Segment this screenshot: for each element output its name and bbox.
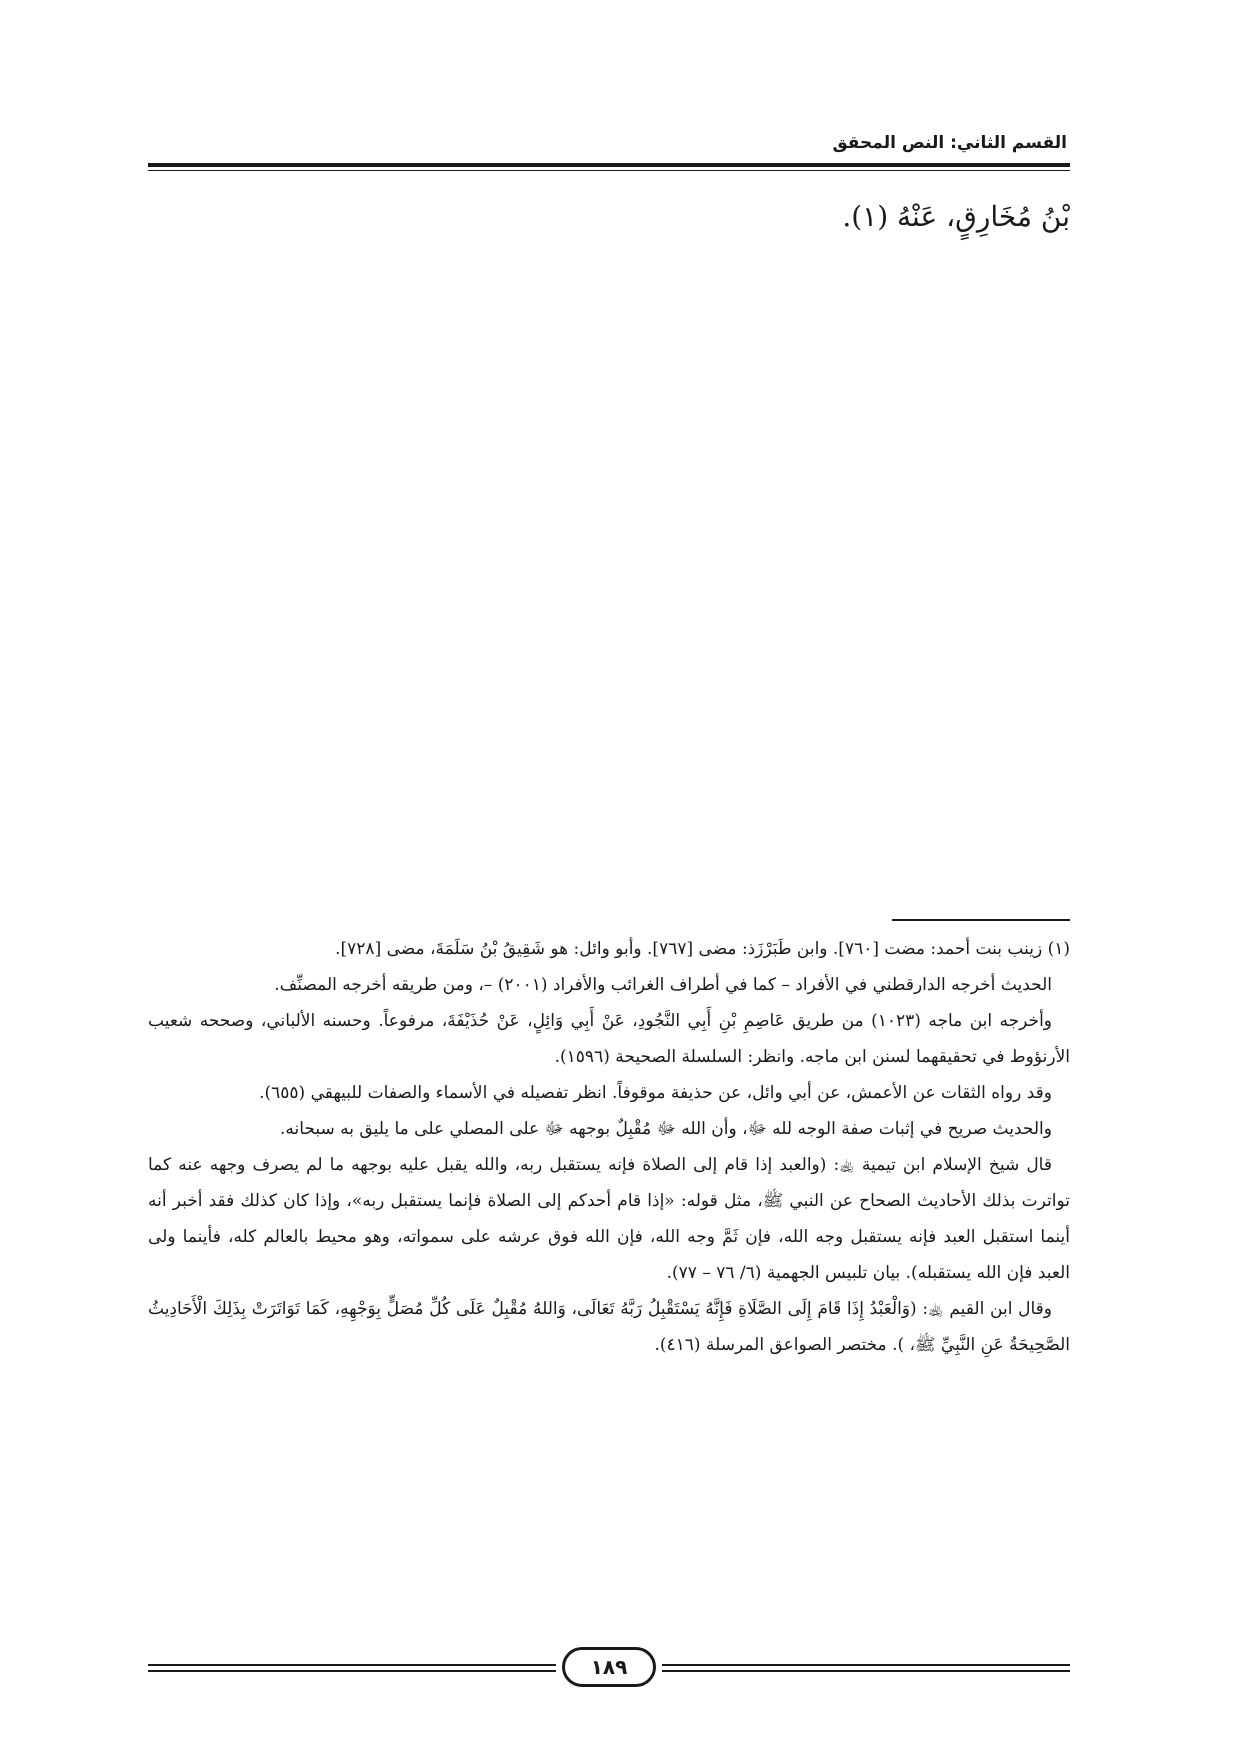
footnote-separator [892, 919, 1070, 921]
running-head: القسم الثاني: النص المحقق [832, 133, 1067, 153]
main-text-line: بْنُ مُخَارِقٍ، عَنْهُ (١). [842, 200, 1070, 233]
footnote-paragraph: وقد رواه الثقات عن الأعمش، عن أبي وائل، عن حذيفة موقوفاً. انظر تفصيله في الأسماء والصفات للبيهقي (٦٥٥). [259, 1083, 1052, 1103]
footnotes-block [148, 931, 1070, 1363]
header-rule-thick [148, 163, 1070, 167]
footnote-paragraph: الحديث أخرجه الدارقطني في الأفراد – كما في أطراف الغرائب والأفراد (٢٠٠١) –، ومن طريقه أخرجه المصنِّف. [274, 975, 1052, 995]
header-rule-thin [148, 170, 1070, 171]
page-number: ١٨٩ [562, 1647, 656, 1687]
footnote-paragraph: قال شيخ الإسلام ابن تيمية ﵀: (والعبد إذا قام إلى الصلاة فإنه يستقبل ربه، والله يقبل عليه بوجهه ما لم يصرف وجهه عنه كما تواترت بذلك الأحاديث الصحاح عن النبي ﷺ، مثل قوله: «إذا قام أحدكم إلى الصلاة فإنما يستقبل ربه»، وإذا كان كذلك فقد أخبر أنه أينما استقبل العبد فإنه يستقبل وجه الله، فإن ثَمَّ وجه الله، فإن الله فوق عرشه على سمواته، وهو محيط بالعالم كله، فأينما ولى العبد فإن الله يستقبله). بيان تلبيس الجهمية (٦/ ٧٦ – ٧٧). [148, 1155, 1070, 1283]
footer-rule [148, 1670, 556, 1672]
footnote-1: (١) زينب بنت أحمد: مضت [٧٦٠]. وابن طَبَرْزَذ: مضى [٧٦٧]. وأبو وائل: هو شَقِيقُ بْنُ سَلَمَةَ، مضى [٧٢٨]. [335, 939, 1070, 959]
footer-rule [662, 1664, 1070, 1666]
footnote-paragraph: وأخرجه ابن ماجه (١٠٢٣) من طريق عَاصِمِ بْنِ أَبِي النَّجُودِ، عَنْ أَبِي وَائِلٍ، عَنْ حُذَيْفَةَ، مرفوعاً. وحسنه الألباني، وصححه شعيب الأرنؤوط في تحقيقهما لسنن ابن ماجه. وانظر: السلسلة الصحيحة (١٥٩٦). [148, 1011, 1070, 1067]
footer-rule [662, 1670, 1070, 1672]
footer-rule [148, 1664, 556, 1666]
footnote-paragraph: والحديث صريح في إثبات صفة الوجه لله ﷻ، وأن الله ﷻ مُقْبِلٌ بوجهه ﷻ على المصلي على ما يليق به سبحانه. [279, 1119, 1052, 1139]
footnote-paragraph: وقال ابن القيم ﵀: (وَالْعَبْدُ إِذَا قَامَ إِلَى الصَّلَاةِ فَإِنَّهُ يَسْتَقْبِلُ رَبَّهُ تَعَالَى، وَاللهُ مُقْبِلٌ عَلَى كُلِّ مُصَلٍّ بِوَجْهِهِ، كَمَا تَوَاتَرَتْ بِذَلِكَ الْأَحَادِيثُ الصَّحِيحَةُ عَنِ النَّبِيِّ ﷺ، ). مختصر الصواعق المرسلة (٤١٦). [148, 1299, 1070, 1355]
